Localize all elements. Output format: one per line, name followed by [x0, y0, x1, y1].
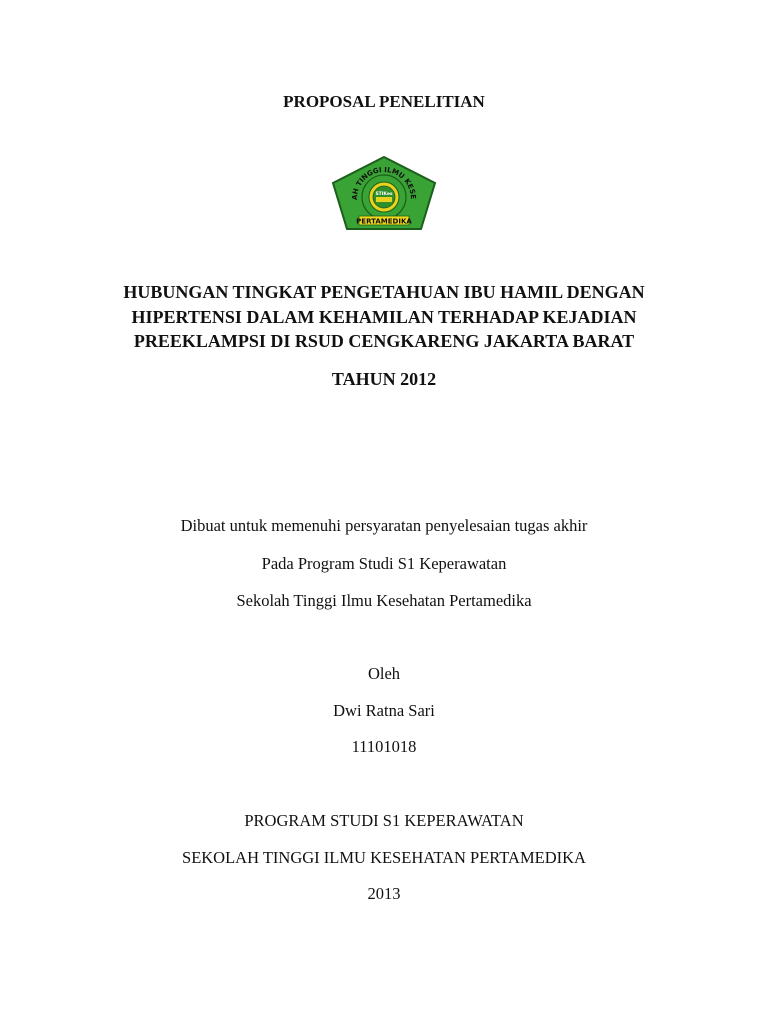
research-title-line-3: PREEKLAMPSI DI RSUD CENGKARENG JAKARTA BARAT — [133, 331, 635, 351]
footer-year: 2013 — [367, 884, 401, 903]
logo-emblem-icon — [329, 155, 439, 235]
footer-program: PROGRAM STUDI S1 KEPERAWATAN — [244, 811, 524, 830]
logo-inner-text: STIKes — [375, 192, 393, 197]
purpose-line-3: Sekolah Tinggi Ilmu Kesehatan Pertamedika — [236, 591, 532, 610]
author-name: Dwi Ratna Sari — [333, 701, 435, 720]
institution-logo — [329, 155, 439, 235]
research-year: TAHUN 2012 — [331, 369, 437, 389]
research-title-line-1: HUBUNGAN TINGKAT PENGETAHUAN IBU HAMIL DENGAN — [123, 282, 645, 302]
author-by-label: Oleh — [367, 664, 401, 683]
footer-institution: SEKOLAH TINGGI ILMU KESEHATAN PERTAMEDIKA — [182, 848, 586, 867]
document-heading: PROPOSAL PENELITIAN — [283, 92, 485, 111]
purpose-line-2: Pada Program Studi S1 Keperawatan — [261, 554, 507, 573]
author-student-id: 11101018 — [351, 737, 417, 756]
logo-banner-text: PERTAMEDIKA — [356, 217, 412, 226]
purpose-line-1: Dibuat untuk memenuhi persyaratan penyelesaian tugas akhir — [180, 516, 588, 535]
logo-arc-text: AH TINGGI ILMU KESE — [350, 165, 418, 201]
research-title-line-2: HIPERTENSI DALAM KEHAMILAN TERHADAP KEJADIAN — [131, 307, 637, 327]
